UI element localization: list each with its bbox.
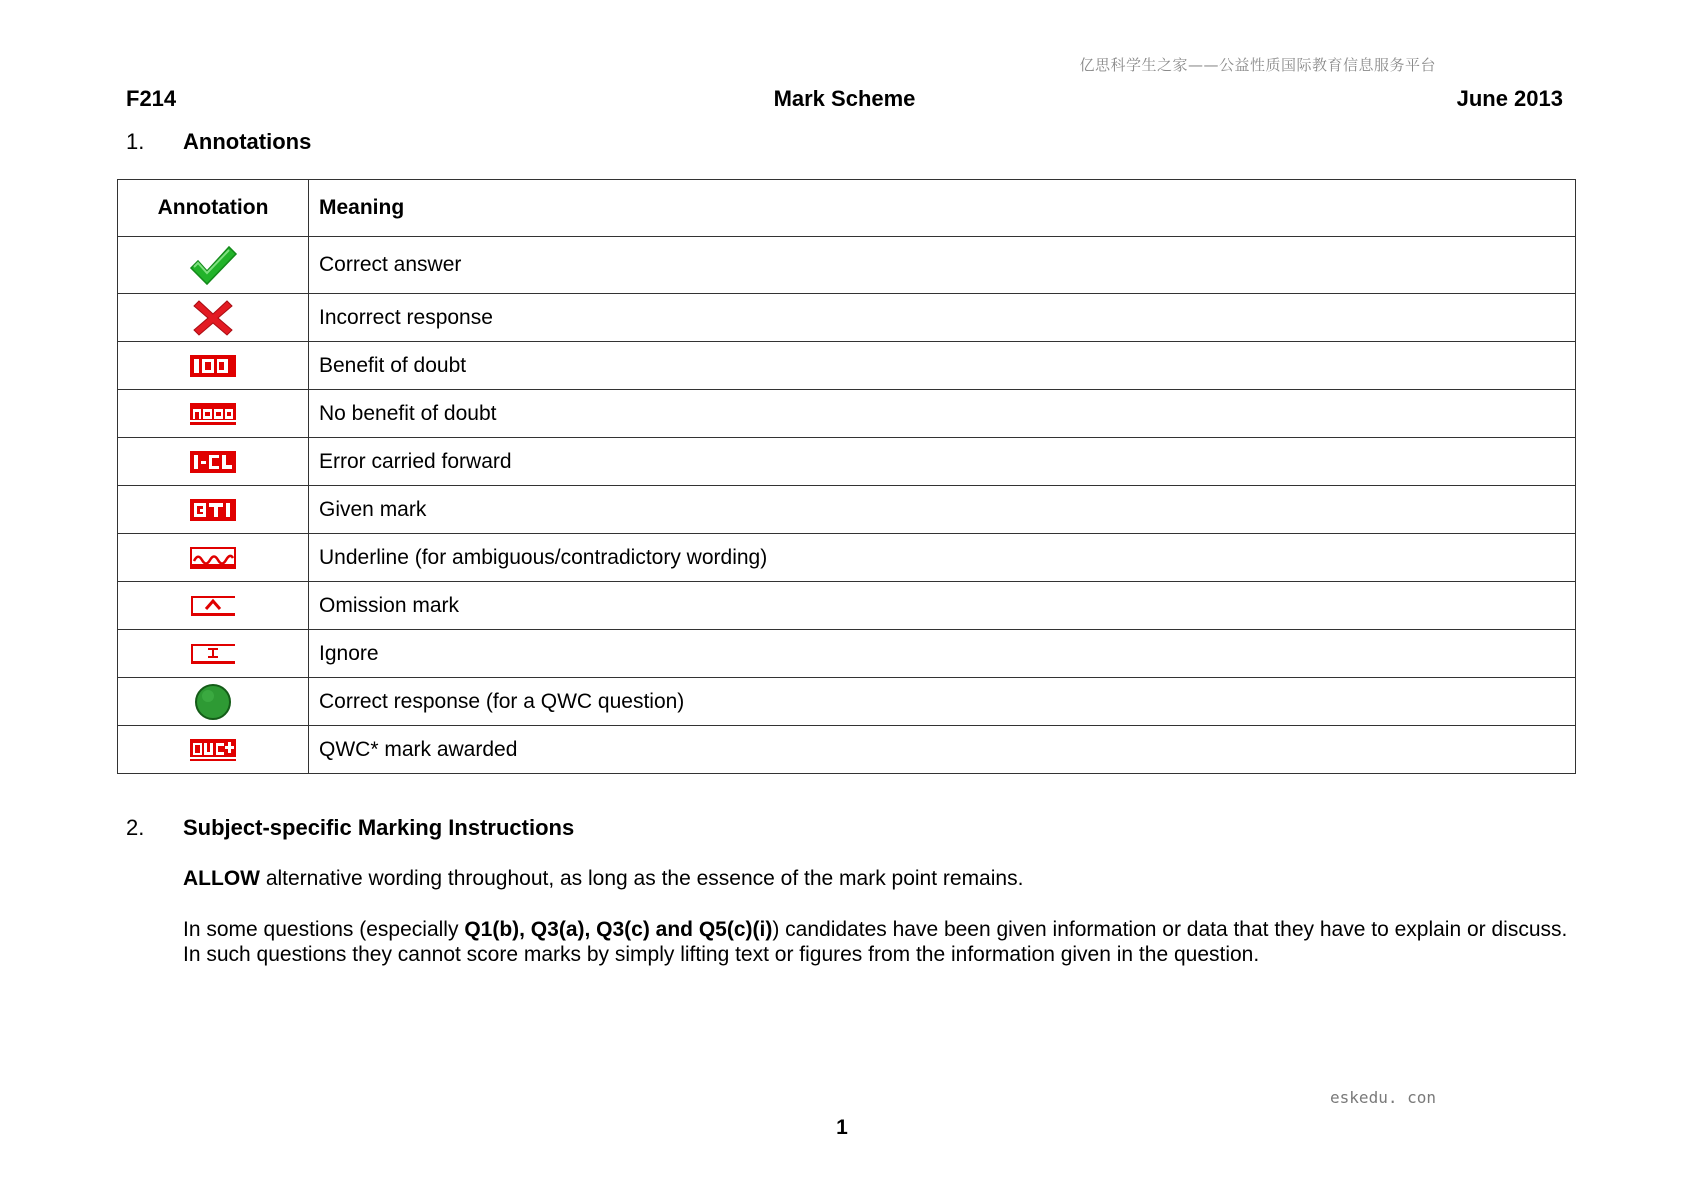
questions-text-rest: ) candidates have been given information or data that they have to explain or discuss. In such questions they cannot score marks by simply lifting text or figures from the information given in the question. [183,918,1568,966]
section-title: Annotations [183,129,312,154]
nbod-stamp-icon [190,403,236,425]
bod-stamp-icon [190,355,236,377]
table-row [118,726,1576,774]
table-row [118,486,1576,534]
table-row [118,237,1576,294]
column-header-meaning: Meaning [309,180,1576,237]
section-2-heading [126,815,574,841]
section-1-heading [126,129,311,155]
table-row [118,390,1576,438]
cross-icon [193,299,233,337]
document-title: Mark Scheme [773,86,916,111]
page-number: 1 [836,1116,848,1139]
meaning-cell: Correct answer [309,237,1576,294]
section-number: 2. [126,815,145,840]
qwc-stamp-icon [190,739,236,761]
table-row [118,678,1576,726]
table-row [118,294,1576,342]
meaning-cell: Ignore [309,630,1576,678]
table-row [118,438,1576,486]
table-row [118,342,1576,390]
table-row [118,630,1576,678]
paper-code: F214 [126,86,177,111]
ecf-stamp-icon [190,451,236,473]
annotations-table [117,179,1576,774]
allow-keyword: ALLOW [183,867,260,890]
section-title: Subject-specific Marking Instructions [183,815,575,840]
meaning-cell: Benefit of doubt [309,342,1576,390]
column-header-annotation: Annotation [118,180,309,237]
watermark-bottom: eskedu. con [1330,1088,1436,1107]
questions-paragraph [183,917,1578,967]
meaning-cell: Underline (for ambiguous/contradictory wording) [309,534,1576,582]
allow-paragraph [183,866,1583,891]
underline-stamp-icon [190,547,236,569]
questions-list: Q1(b), Q3(a), Q3(c) and Q5(c)(i) [464,918,773,941]
omission-stamp-icon [190,595,236,617]
meaning-cell: Given mark [309,486,1576,534]
table-row [118,534,1576,582]
gm-stamp-icon [190,499,236,521]
meaning-cell: Error carried forward [309,438,1576,486]
table-row [118,582,1576,630]
allow-text: alternative wording throughout, as long as the essence of the mark point remains. [259,867,1024,890]
green-dot-icon [193,682,233,722]
section-number: 1. [126,129,145,154]
table-header-row [118,180,1576,237]
meaning-cell: Correct response (for a QWC question) [309,678,1576,726]
questions-text-start: In some questions (especially [183,918,465,941]
tick-icon [188,244,238,286]
meaning-cell: Incorrect response [309,294,1576,342]
meaning-cell: Omission mark [309,582,1576,630]
exam-date: June 2013 [1456,86,1563,111]
watermark-top: 亿思科学生之家——公益性质国际教育信息服务平台 [1079,56,1436,74]
meaning-cell: No benefit of doubt [309,390,1576,438]
meaning-cell: QWC* mark awarded [309,726,1576,774]
ignore-stamp-icon [190,643,236,665]
page-header [126,86,1563,112]
